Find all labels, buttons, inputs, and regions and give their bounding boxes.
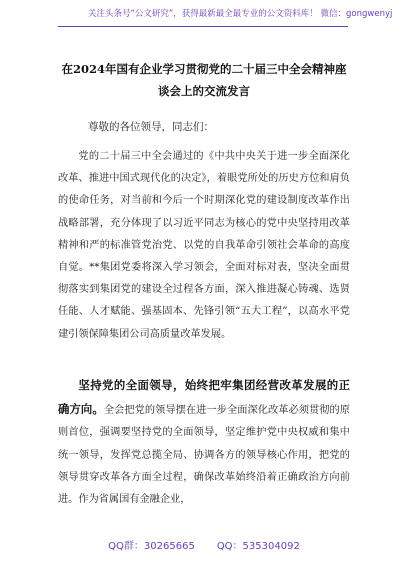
salutation: 尊敬的各位领导，同志们： xyxy=(88,121,214,133)
paragraph-1: 党的二十届三中全会通过的《中共中央关于进一步全面深化改革、推进中国式现代化的决定》，着眼党所处的历史方位和肩负的使命任务，对当前和今后一个时期深化党的建设制度改革作出战略部署，充分体现了以习近平同志为核心的党中央坚持用改革精神和严的标准管党治党、以党的自我革命引领社会革命的高度自觉。**集团党委将深入学习领会，全面对标对表，坚决全面贯彻落实到集团党的建设全过程各方面，深入推进凝心铸魂、选贤任能、人才赋能、强基固本、先锋引领“五大工程”，以高水平党建引领保障集团公司高质量改革发展。 xyxy=(58,151,350,340)
footer-qq-group: QQ群：30265665 xyxy=(108,541,195,552)
header-divider xyxy=(58,26,348,27)
footer-qq: QQ：535304092 xyxy=(216,541,300,552)
paragraph-2 xyxy=(58,374,350,511)
paragraph-2-lead: 坚持党的全面领导，始终把牢集团经营改革发展的正确方向。 xyxy=(58,378,350,417)
paragraph-2-body: 全会把党的领导摆在进一步全面深化改革必须贯彻的原则首位，强调要坚持党的全面领导，坚定维护党中央权威和集中统一领导，发挥党总揽全局、协调各方的领导核心作用，把党的领导贯穿改革各方面全过程，确保改革始终沿着正确政治方向前进。作为省属国有金融企业， xyxy=(58,405,350,506)
header-promo-note: 关注头条号“公文研究”，获得最新最全最专业的公文资料库！ 微信：gongwenyj xyxy=(88,9,393,19)
document-title: 在2024年国有企业学习贯彻党的二十届三中全会精神座谈会上的交流发言 xyxy=(61,62,347,98)
footer-contact xyxy=(58,540,350,554)
